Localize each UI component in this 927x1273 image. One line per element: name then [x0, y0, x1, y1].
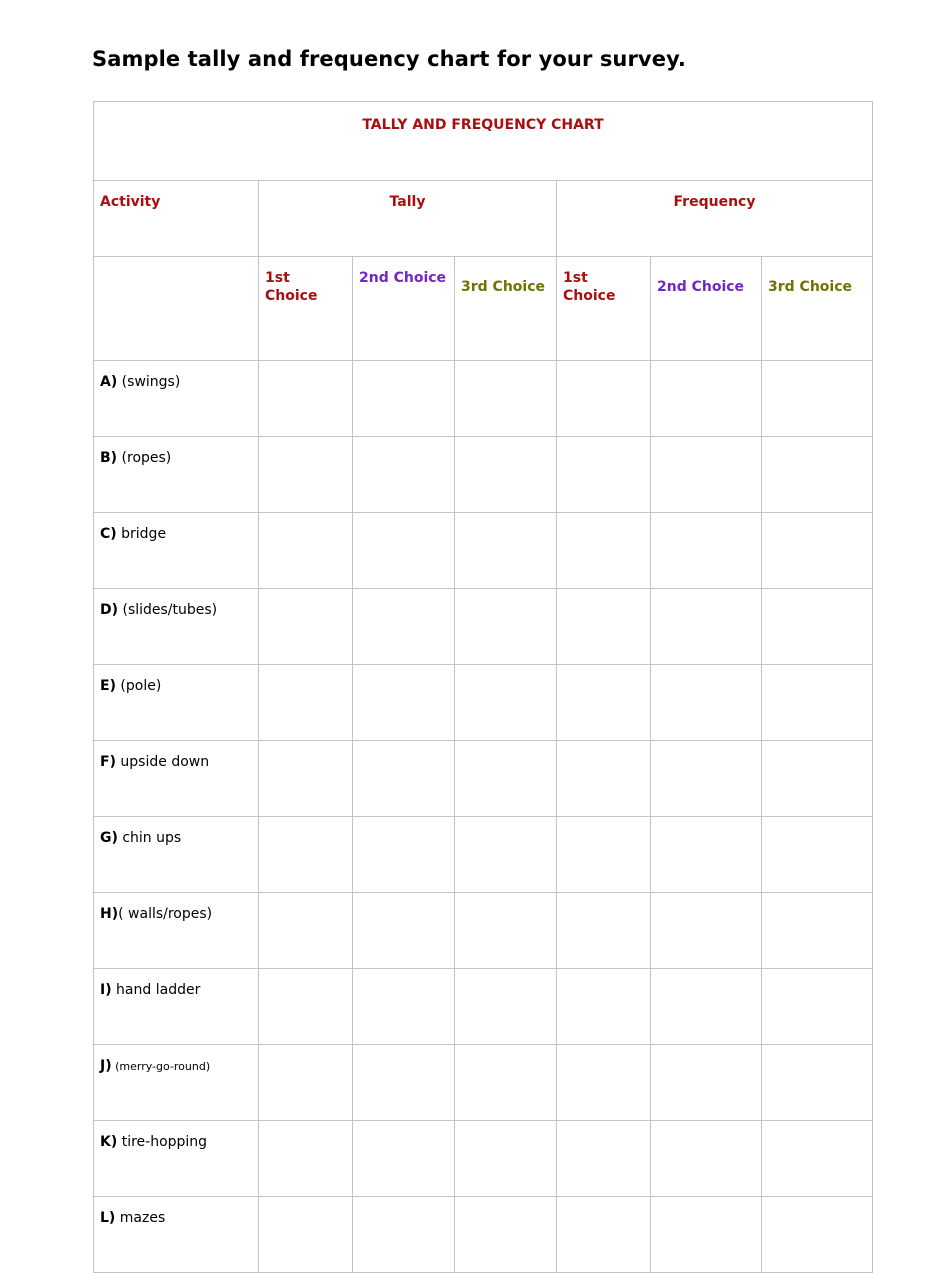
tally-cell[interactable]	[455, 665, 557, 741]
tally-cell[interactable]	[353, 969, 455, 1045]
frequency-cell[interactable]	[762, 1121, 873, 1197]
frequency-cell[interactable]	[762, 893, 873, 969]
tally-cell[interactable]	[353, 437, 455, 513]
activity-letter: H)	[100, 906, 119, 922]
tally-cell[interactable]	[455, 1045, 557, 1121]
table-row	[94, 513, 873, 589]
frequency-cell[interactable]	[762, 513, 873, 589]
tally-cell[interactable]	[353, 665, 455, 741]
activity-name: bridge	[116, 526, 167, 542]
activity-name: (merry-go-round)	[111, 1060, 211, 1073]
frequency-cell[interactable]	[651, 893, 762, 969]
tally-1st-choice-header: 1st Choice	[259, 257, 353, 361]
tally-cell[interactable]	[455, 969, 557, 1045]
tally-cell[interactable]	[353, 1121, 455, 1197]
activity-name: (swings)	[117, 374, 181, 390]
tally-cell[interactable]	[259, 1121, 353, 1197]
tally-cell[interactable]	[455, 1197, 557, 1273]
tally-cell[interactable]	[353, 817, 455, 893]
frequency-cell[interactable]	[557, 1197, 651, 1273]
tally-cell[interactable]	[455, 817, 557, 893]
table-row	[94, 361, 873, 437]
activity-letter: I)	[100, 982, 112, 998]
empty-header-cell	[94, 257, 259, 361]
tally-3rd-choice-header: 3rd Choice	[455, 257, 557, 361]
tally-cell[interactable]	[455, 741, 557, 817]
activity-letter: J)	[100, 1058, 112, 1074]
tally-cell[interactable]	[353, 893, 455, 969]
activity-name: (slides/tubes)	[118, 602, 218, 618]
frequency-cell[interactable]	[557, 1045, 651, 1121]
tally-cell[interactable]	[259, 513, 353, 589]
tally-cell[interactable]	[259, 817, 353, 893]
tally-cell[interactable]	[259, 741, 353, 817]
activity-cell	[94, 589, 259, 665]
table-row	[94, 437, 873, 513]
frequency-cell[interactable]	[557, 437, 651, 513]
table-row	[94, 665, 873, 741]
frequency-cell[interactable]	[651, 589, 762, 665]
frequency-cell[interactable]	[651, 1121, 762, 1197]
frequency-header: Frequency	[557, 181, 873, 257]
activity-cell	[94, 969, 259, 1045]
frequency-cell[interactable]	[557, 361, 651, 437]
tally-cell[interactable]	[259, 1197, 353, 1273]
frequency-cell[interactable]	[557, 1121, 651, 1197]
tally-header: Tally	[259, 181, 557, 257]
table-row	[94, 1121, 873, 1197]
tally-cell[interactable]	[259, 969, 353, 1045]
frequency-cell[interactable]	[651, 741, 762, 817]
activity-cell	[94, 513, 259, 589]
frequency-cell[interactable]	[557, 513, 651, 589]
activity-letter: E)	[100, 678, 116, 694]
tally-cell[interactable]	[455, 437, 557, 513]
activity-name: ( walls/ropes)	[118, 906, 213, 922]
table-row	[94, 589, 873, 665]
tally-cell[interactable]	[353, 513, 455, 589]
frequency-cell[interactable]	[651, 969, 762, 1045]
tally-cell[interactable]	[455, 513, 557, 589]
activity-name: hand ladder	[111, 982, 201, 998]
activity-cell	[94, 665, 259, 741]
tally-cell[interactable]	[259, 1045, 353, 1121]
frequency-cell[interactable]	[651, 817, 762, 893]
activity-header: Activity	[94, 181, 259, 257]
tally-cell[interactable]	[353, 589, 455, 665]
frequency-cell[interactable]	[557, 589, 651, 665]
table-row	[94, 1045, 873, 1121]
activity-cell	[94, 361, 259, 437]
tally-cell[interactable]	[259, 893, 353, 969]
tally-frequency-table	[93, 101, 873, 1273]
table-header-row	[94, 181, 873, 257]
activity-name: mazes	[115, 1210, 166, 1226]
frequency-3rd-choice-header: 3rd Choice	[762, 257, 873, 361]
activity-name: upside down	[115, 754, 210, 770]
table-row	[94, 817, 873, 893]
activity-cell	[94, 1121, 259, 1197]
tally-cell[interactable]	[455, 893, 557, 969]
activity-letter: B)	[100, 450, 118, 466]
activity-letter: G)	[100, 830, 118, 846]
frequency-cell[interactable]	[762, 665, 873, 741]
activity-name: chin ups	[117, 830, 182, 846]
activity-letter: L)	[100, 1210, 116, 1226]
table-title: TALLY AND FREQUENCY CHART	[94, 102, 873, 181]
activity-letter: K)	[100, 1134, 118, 1150]
table-title-row	[94, 102, 873, 181]
table-row	[94, 893, 873, 969]
tally-cell[interactable]	[259, 589, 353, 665]
frequency-cell[interactable]	[762, 817, 873, 893]
frequency-cell[interactable]	[651, 1045, 762, 1121]
activity-name: (ropes)	[117, 450, 172, 466]
frequency-cell[interactable]	[762, 969, 873, 1045]
tally-cell[interactable]	[353, 1045, 455, 1121]
frequency-1st-choice-header: 1st Choice	[557, 257, 651, 361]
activity-name: (pole)	[115, 678, 162, 694]
frequency-2nd-choice-header: 2nd Choice	[651, 257, 762, 361]
activity-name: tire-hopping	[117, 1134, 208, 1150]
frequency-cell[interactable]	[762, 361, 873, 437]
frequency-cell[interactable]	[557, 969, 651, 1045]
frequency-cell[interactable]	[762, 589, 873, 665]
tally-cell[interactable]	[455, 361, 557, 437]
activity-letter: A)	[100, 374, 118, 390]
page-title: Sample tally and frequency chart for your survey.	[92, 47, 687, 71]
activity-letter: F)	[100, 754, 116, 770]
activity-letter: C)	[100, 526, 117, 542]
frequency-cell[interactable]	[651, 1197, 762, 1273]
frequency-cell[interactable]	[651, 665, 762, 741]
tally-cell[interactable]	[353, 1197, 455, 1273]
table-row	[94, 741, 873, 817]
tally-cell[interactable]	[455, 589, 557, 665]
tally-cell[interactable]	[353, 361, 455, 437]
tally-2nd-choice-header: 2nd Choice	[353, 257, 455, 361]
frequency-cell[interactable]	[762, 1197, 873, 1273]
table-row	[94, 1197, 873, 1273]
tally-cell[interactable]	[455, 1121, 557, 1197]
frequency-cell[interactable]	[557, 741, 651, 817]
tally-cell[interactable]	[259, 361, 353, 437]
activity-cell	[94, 1197, 259, 1273]
frequency-cell[interactable]	[651, 361, 762, 437]
tally-cell[interactable]	[353, 741, 455, 817]
tally-cell[interactable]	[259, 665, 353, 741]
activity-cell	[94, 1045, 259, 1121]
activity-cell	[94, 437, 259, 513]
activity-cell	[94, 893, 259, 969]
frequency-cell[interactable]	[762, 1045, 873, 1121]
frequency-cell[interactable]	[762, 741, 873, 817]
tally-cell[interactable]	[259, 437, 353, 513]
activity-cell	[94, 817, 259, 893]
frequency-cell[interactable]	[651, 513, 762, 589]
frequency-cell[interactable]	[762, 437, 873, 513]
activity-cell	[94, 741, 259, 817]
frequency-cell[interactable]	[651, 437, 762, 513]
choice-header-row	[94, 257, 873, 361]
table-row	[94, 969, 873, 1045]
frequency-cell[interactable]	[557, 893, 651, 969]
frequency-cell[interactable]	[557, 817, 651, 893]
frequency-cell[interactable]	[557, 665, 651, 741]
activity-letter: D)	[100, 602, 119, 618]
